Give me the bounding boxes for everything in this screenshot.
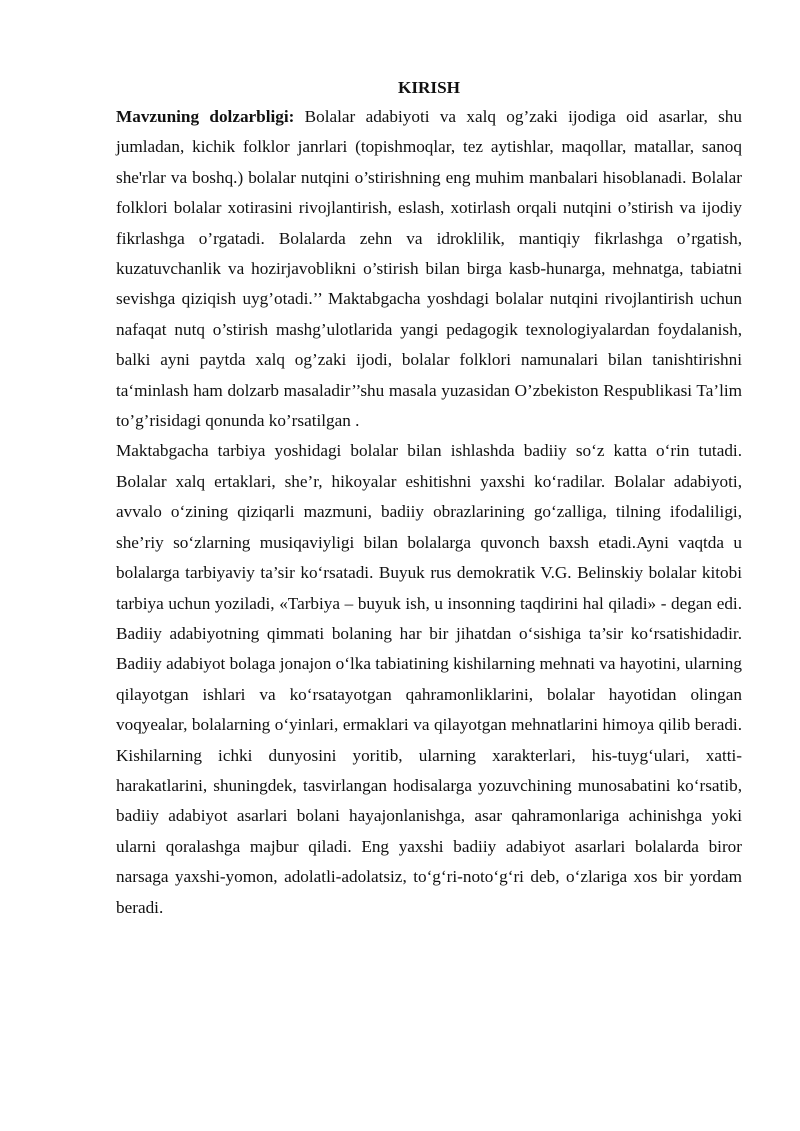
document-page [116, 74, 742, 923]
paragraph-relevance [116, 102, 742, 436]
paragraph-relevance-text: Bolalar adabiyoti va xalq og’zaki ijodiga oid asarlar, shu jumladan, kichik folklor janrlari (topishmoqlar, tez aytishlar, maqollar, matallar, sanoq she'rlar va boshq.) bolalar nutqini o’stirishning eng muhim manbalari hisoblanadi. Bolalar folklori bolalar xotirasini rivojlantirish, eslash, xotirlash orqali nutqini o’stirish va ijodiy fikrlashga o’rgatadi. Bolalarda zehn va idroklilik, mantiqiy fikrlashga o’rgatish, kuzatuvchanlik va hozirjavoblikni o’stirish bilan birga kasb-hunarga, mehnatga, tabiatni sevishga qiziqish uyg’otadi.’’ Maktabgacha yoshdagi bolalar nutqini rivojlantirish uchun nafaqat nutq o’stirish mashg’ulotlarida yangi pedagogik texnologiyalardan foydalanish, balki ayni paytda xalq og’zaki ijodi, bolalar folklori namunalari bilan tanishtirishni ta‘minlash ham dolzarb masaladir’’shu masala yuzasidan O’zbekiston Respublikasi Ta’lim to’g’risidagi qonunda ko’rsatilgan . [116, 107, 742, 431]
page-title: KIRISH [397, 78, 461, 97]
paragraph-literature: Maktabgacha tarbiya yoshidagi bolalar bilan ishlashda badiiy so‘z katta o‘rin tutadi. Bolalar xalq ertaklari, she’r, hikoyalar eshitishni yaxshi ko‘radilar. Bolalar adabiyoti, avvalo o‘zining qiziqarli mazmuni, badiiy obrazlarining go‘zalliga, tilning ifodaliligi, she’riy so‘zlarning musiqaviyligi bilan bolalarga quvonch baxsh etadi.Ayni vaqtda u bolalarga tarbiyaviy ta’sir ko‘rsatadi. Buyuk rus demokratik V.G. Belinskiy bolalar kitobi tarbiya uchun yoziladi, «Tarbiya – buyuk ish, u insonning taqdirini hal qiladi» - degan edi. Badiiy adabiyotning qimmati bolaning har bir jihatdan o‘sishiga ta’sir ko‘rsatishidadir. Badiiy adabiyot bolaga jonajon o‘lka tabiatining kishilarning mehnati va hayotini, ularning qilayotgan ishlari va ko‘rsatayotgan qahramonliklarini, bolalar hayotidan olingan voqyealar, bolalarning o‘yinlari, ermaklari va qilayotgan mehnatlarini himoya qilib beradi. Kishilarning ichki dunyosini yoritib, ularning xarakterlari, his-tuyg‘ulari, xatti-harakatlarini, shuningdek, tasvirlangan hodisalarga yozuvchining munosabatini ko‘rsatib, badiiy adabiyot asarlari bolani hayajonlanishga, asar qahramonlariga achinishga yoki ularni qoralashga majbur qiladi. Eng yaxshi badiiy adabiyot asarlari bolalarda biror narsaga yaxshi-yomon, adolatli-adolatsiz, to‘g‘ri-noto‘g‘ri deb, o‘zlariga xos bir yordam beradi. [116, 441, 742, 917]
paragraph-lead: Mavzuning dolzarbligi: [116, 107, 295, 126]
